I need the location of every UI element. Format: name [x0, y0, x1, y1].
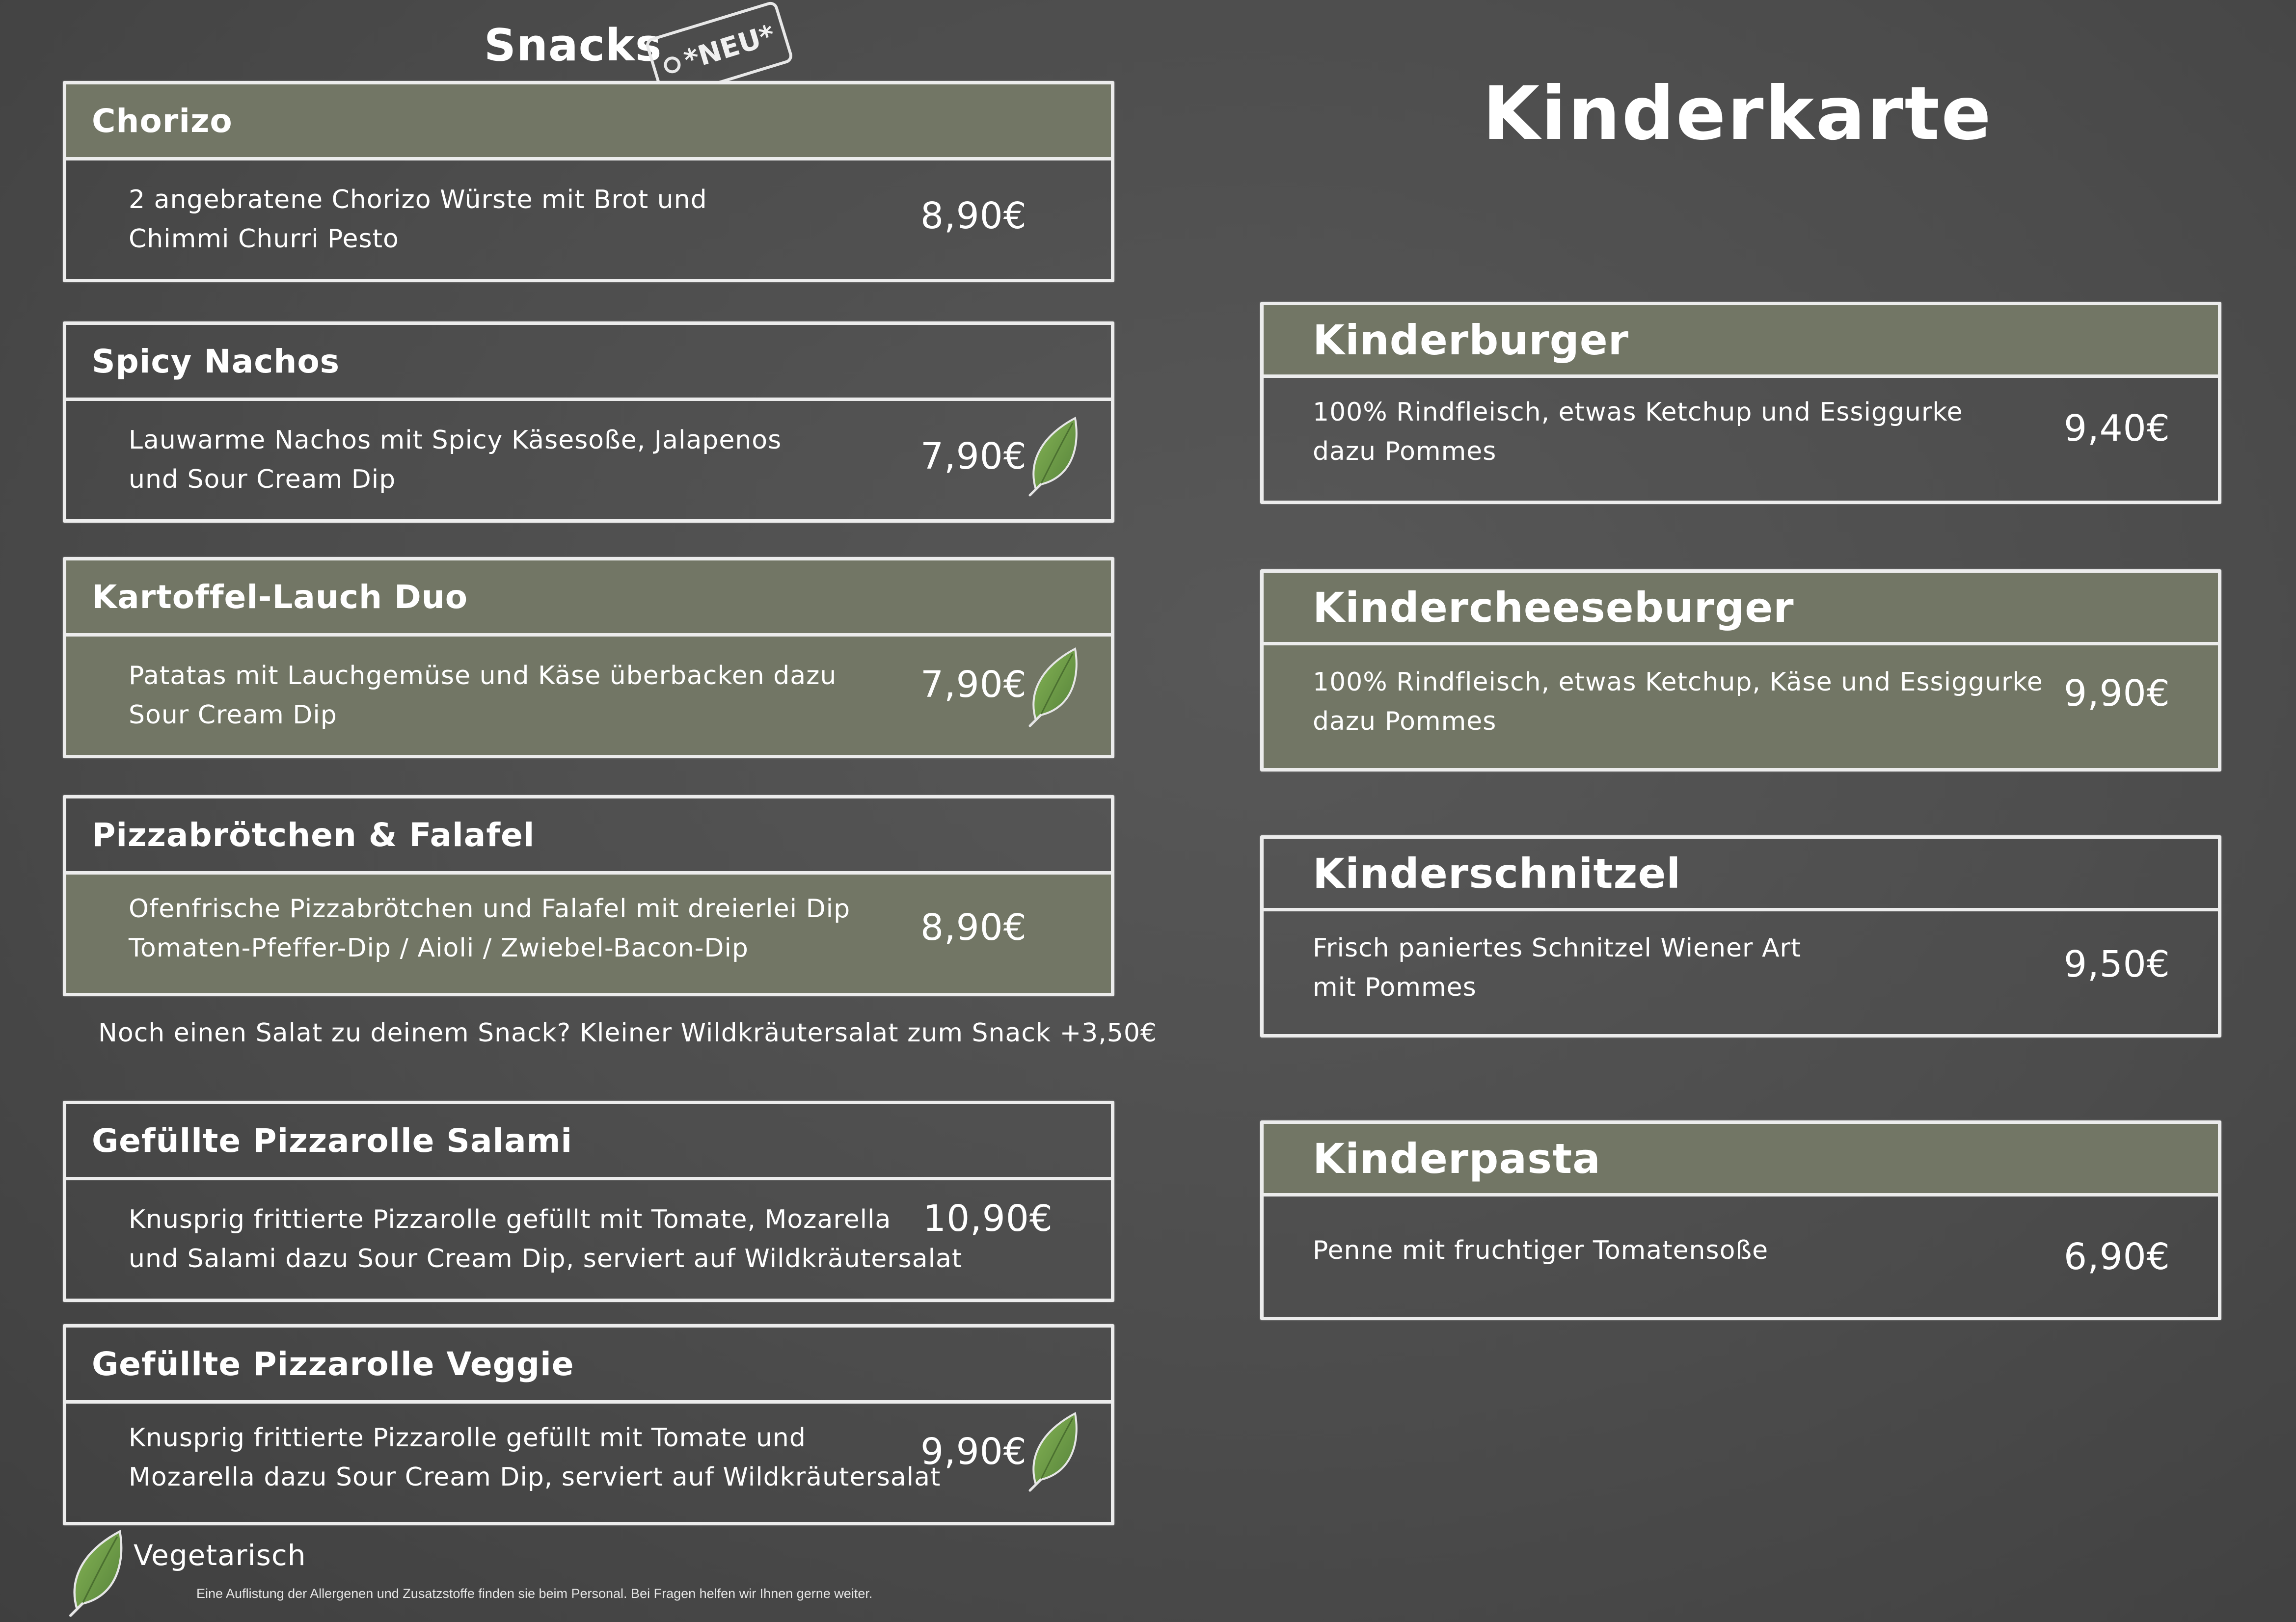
menu-item-pizzarolle-salami [63, 1101, 1114, 1302]
menu-item-description-line1: Lauwarme Nachos mit Spicy Käsesoße, Jalapenos [129, 425, 782, 455]
menu-item-spicy-nachos [63, 321, 1114, 523]
menu-item-name: Kinderschnitzel [1264, 839, 2218, 911]
menu-item-description-line2: dazu Pommes [1313, 707, 1497, 736]
salad-note: Noch einen Salat zu deinem Snack? Kleiner Wildkräutersalat zum Snack +3,50€ [98, 1018, 1158, 1048]
menu-item-description-line2: Chimmi Churri Pesto [129, 224, 399, 254]
menu-item-price: 9,90€ [2064, 672, 2170, 715]
menu-item-pizzabroetchen-falafel [63, 795, 1114, 996]
menu-item-kartoffel-lauch-duo [63, 557, 1114, 758]
menu-item-description-line1: Ofenfrische Pizzabrötchen und Falafel mit dreierlei Dip [129, 894, 851, 924]
menu-item-description-line1: Patatas mit Lauchgemüse und Käse überbacken dazu [129, 661, 837, 691]
leaf-icon [1026, 646, 1080, 727]
menu-item-kinderschnitzel [1260, 835, 2221, 1037]
menu-item-name: Spicy Nachos [66, 325, 1111, 401]
menu-item-pizzarolle-veggie [63, 1324, 1114, 1525]
menu-item-description-line1: Penne mit fruchtiger Tomatensoße [1313, 1236, 1769, 1265]
new-badge-label: *NEU* [680, 18, 779, 77]
leaf-icon [66, 1529, 125, 1617]
menu-item-description-line2: mit Pommes [1313, 973, 1477, 1002]
tag-icon [662, 54, 683, 75]
menu-item-kindercheeseburger [1260, 569, 2221, 771]
menu-item-description-line1: Frisch paniertes Schnitzel Wiener Art [1313, 933, 1802, 963]
menu-item-description-line1: Knusprig frittierte Pizzarolle gefüllt mit Tomate, Mozarella [129, 1205, 891, 1234]
menu-item-description-line2: Mozarella dazu Sour Cream Dip, serviert auf Wildkräutersalat [129, 1462, 941, 1492]
menu-item-description-line1: 100% Rindfleisch, etwas Ketchup, Käse und Essiggurke [1313, 667, 2043, 697]
menu-item-name: Gefüllte Pizzarolle Veggie [66, 1328, 1111, 1404]
snacks-title: Snacks [484, 20, 662, 71]
menu-item-description-line2: und Salami dazu Sour Cream Dip, serviert auf Wildkräutersalat [129, 1244, 963, 1274]
menu-item-description-line1: 2 angebratene Chorizo Würste mit Brot und [129, 185, 707, 214]
menu-item-name: Kinderpasta [1264, 1124, 2218, 1197]
menu-item-price: 8,90€ [920, 906, 1027, 949]
menu-item-price: 9,40€ [2064, 407, 2170, 450]
menu-item-name: Gefüllte Pizzarolle Salami [66, 1104, 1111, 1180]
menu-item-description-line2: Sour Cream Dip [129, 700, 337, 730]
leaf-icon [1026, 1411, 1080, 1492]
menu-item-price: 7,90€ [920, 664, 1027, 706]
menu-item-price: 10,90€ [923, 1197, 1053, 1240]
menu-item-description-line2: dazu Pommes [1313, 437, 1497, 466]
menu-item-name: Chorizo [66, 84, 1111, 160]
menu-item-kinderpasta [1260, 1120, 2221, 1320]
menu-item-price: 6,90€ [2064, 1236, 2170, 1278]
menu-item-name: Kindercheeseburger [1264, 573, 2218, 645]
leaf-icon [1026, 416, 1080, 497]
menu-item-kinderburger [1260, 302, 2221, 504]
menu-item-description-line2: und Sour Cream Dip [129, 465, 396, 494]
menu-item-chorizo [63, 81, 1114, 282]
allergen-note: Eine Auflistung der Allergenen und Zusatzstoffe finden sie beim Personal. Bei Fragen helfen wir Ihnen gerne weiter. [196, 1586, 873, 1601]
menu-item-description-line1: 100% Rindfleisch, etwas Ketchup und Essiggurke [1313, 398, 1963, 427]
kinderkarte-title: Kinderkarte [1483, 71, 1993, 157]
menu-item-name: Pizzabrötchen & Falafel [66, 798, 1111, 875]
menu-item-description-line2: Tomaten-Pfeffer-Dip / Aioli / Zwiebel-Bacon-Dip [129, 933, 749, 963]
menu-item-price: 8,90€ [920, 195, 1027, 237]
menu-item-name: Kinderburger [1264, 305, 2218, 378]
menu-item-name: Kartoffel-Lauch Duo [66, 560, 1111, 637]
menu-item-description-line1: Knusprig frittierte Pizzarolle gefüllt mit Tomate und [129, 1423, 806, 1453]
menu-item-price: 7,90€ [920, 435, 1027, 478]
menu-item-price: 9,50€ [2064, 943, 2170, 985]
menu-item-price: 9,90€ [920, 1431, 1027, 1473]
vegetarian-legend-label: Vegetarisch [134, 1539, 306, 1572]
